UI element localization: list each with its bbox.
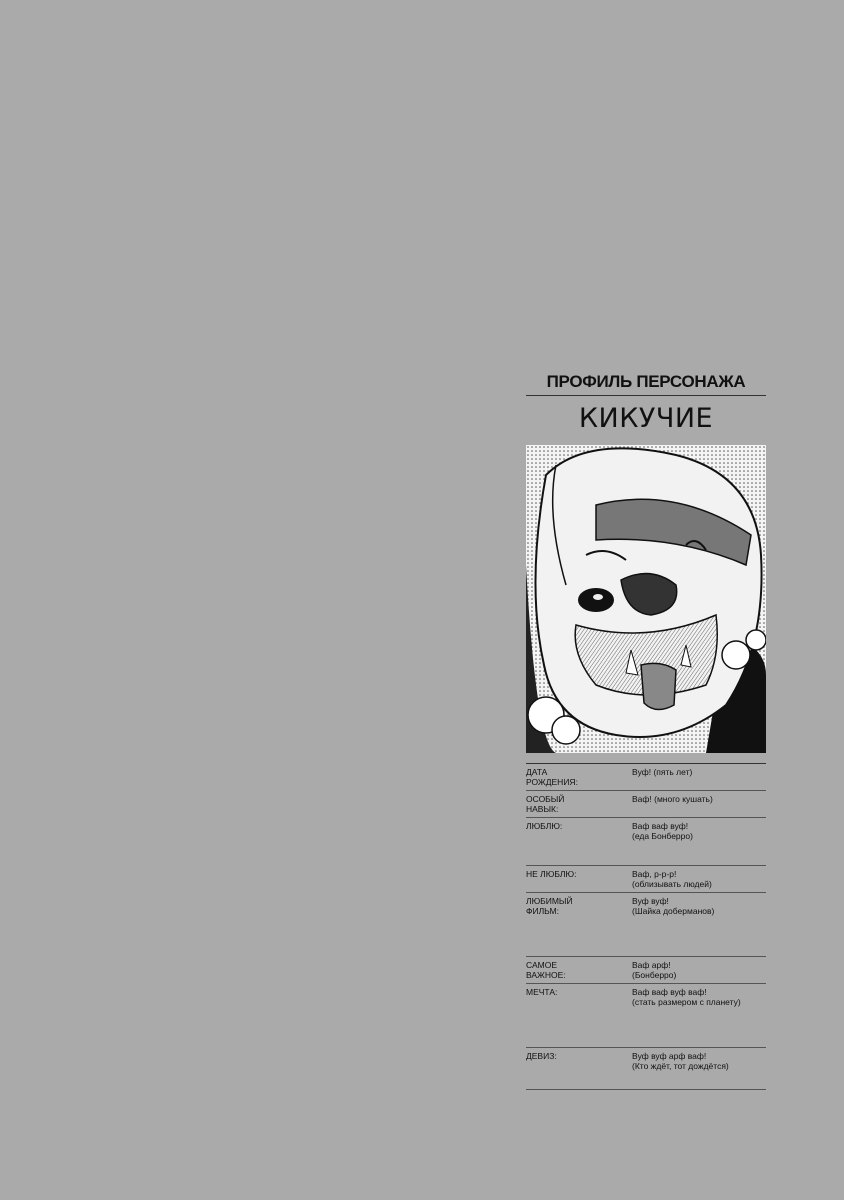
row-value: Вуф! (пять лет) [632,767,693,777]
row-label: ДЕВИЗ: [526,1051,557,1061]
row-value: Ваф арф! (Бонберро) [632,960,677,980]
profile-row [526,1048,766,1090]
row-label: ЛЮБЛЮ: [526,821,563,831]
row-label: НЕ ЛЮБЛЮ: [526,869,577,879]
row-label: ДАТА РОЖДЕНИЯ: [526,767,578,787]
profile-row [526,791,766,818]
bulldog-illustration [526,445,766,753]
profile-row [526,893,766,957]
profile-row [526,866,766,893]
row-value: Ваф! (много кушать) [632,794,713,804]
row-label: МЕЧТА: [526,987,558,997]
row-label: ЛЮБИМЫЙ ФИЛЬМ: [526,896,573,916]
profile-row [526,957,766,984]
row-value: Ваф ваф вуф! (еда Бонберро) [632,821,693,841]
row-value: Вуф вуф арф ваф! (Кто ждёт, тот дождётся) [632,1051,729,1071]
character-name: КИКУЧИЕ [578,403,714,434]
profile-heading: ПРОФИЛЬ ПЕРСОНАЖА [526,372,766,396]
row-value: Ваф, р-р-р! (облизывать людей) [632,869,712,889]
profile-row [526,818,766,866]
character-profile [526,372,766,1090]
profile-row [526,984,766,1048]
profile-row [526,764,766,791]
row-label: САМОЕ ВАЖНОЕ: [526,960,566,980]
profile-table [526,763,766,1090]
row-value: Вуф вуф! (Шайка доберманов) [632,896,715,916]
row-label: ОСОБЫЙ НАВЫК: [526,794,565,814]
row-value: Ваф ваф вуф ваф! (стать размером с планету) [632,987,741,1007]
